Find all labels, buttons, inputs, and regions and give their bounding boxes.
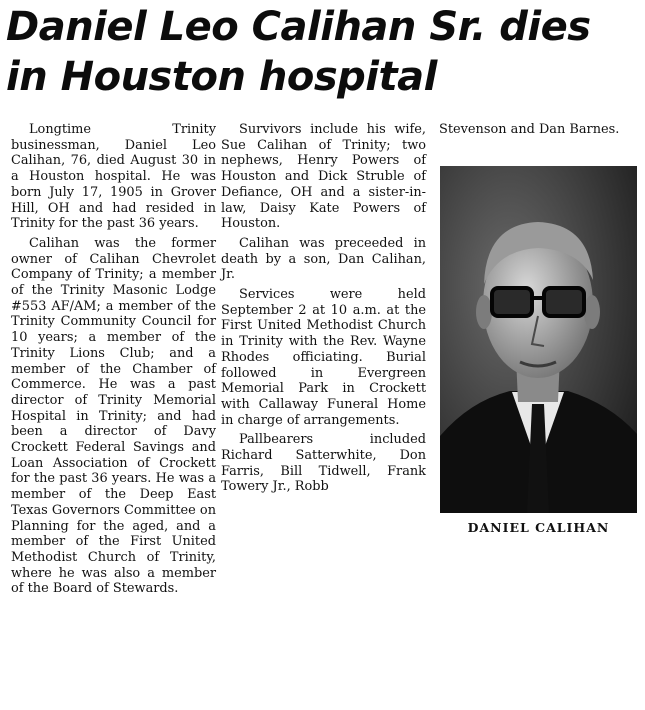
portrait-illustration <box>440 166 637 513</box>
paragraph: Calihan was preceeded in death by a son, Dan Calihan, Jr. <box>221 235 426 283</box>
article-column-2 <box>221 122 426 499</box>
portrait-photo <box>440 166 637 513</box>
article-column-1 <box>11 122 216 601</box>
paragraph: Services were held September 2 at 10 a.m. at the First United Methodist Church in Trinity with the Rev. Wayne Rhodes officiating. Burial followed in Evergreen Memorial Park in Crockett with Callaway Funeral Home in charge of arrangements. <box>221 287 426 428</box>
paragraph: Pallbearers included Richard Satterwhite, Don Farris, Bill Tidwell, Frank Towery Jr., Robb <box>221 432 426 495</box>
photo-caption: DANIEL CALIHAN <box>467 520 610 535</box>
article-column-3 <box>439 122 639 142</box>
paragraph: Longtime Trinity businessman, Daniel Leo Calihan, 76, died August 30 in a Houston hospital. He was born July 17, 1905 in Grover Hill, OH and had resided in Trinity for the past 36 years. <box>11 122 216 232</box>
paragraph-continuation: Stevenson and Dan Barnes. <box>439 122 620 137</box>
headline: Daniel Leo Calihan Sr. dies in Houston hospital <box>6 4 591 100</box>
paragraph: Calihan was the former owner of Calihan Chevrolet Company of Trinity; a member of the Trinity Masonic Lodge #553 AF/AM; a member of the Trinity Community Council for 10 years; a member of the Trinity Lions Club; and a member of the Chamber of Commerce. He was a past director of Trinity Memorial Hospital in Trinity; and had been a director of Davy Crockett Federal Savings and Loan Association of Crockett for the past 36 years. He was a member of the Deep East Texas Governors Committee on Planning for the aged, and a member of the First United Methodist Church of Trinity, where he was also a member of the Board of Stewards. <box>11 235 216 597</box>
paragraph: Survivors include his wife, Sue Calihan of Trinity; two nephews, Henry Powers of Houston and Dick Struble of Defiance, OH and a sister-in-law, Daisy Kate Powers of Houston. <box>221 122 426 232</box>
